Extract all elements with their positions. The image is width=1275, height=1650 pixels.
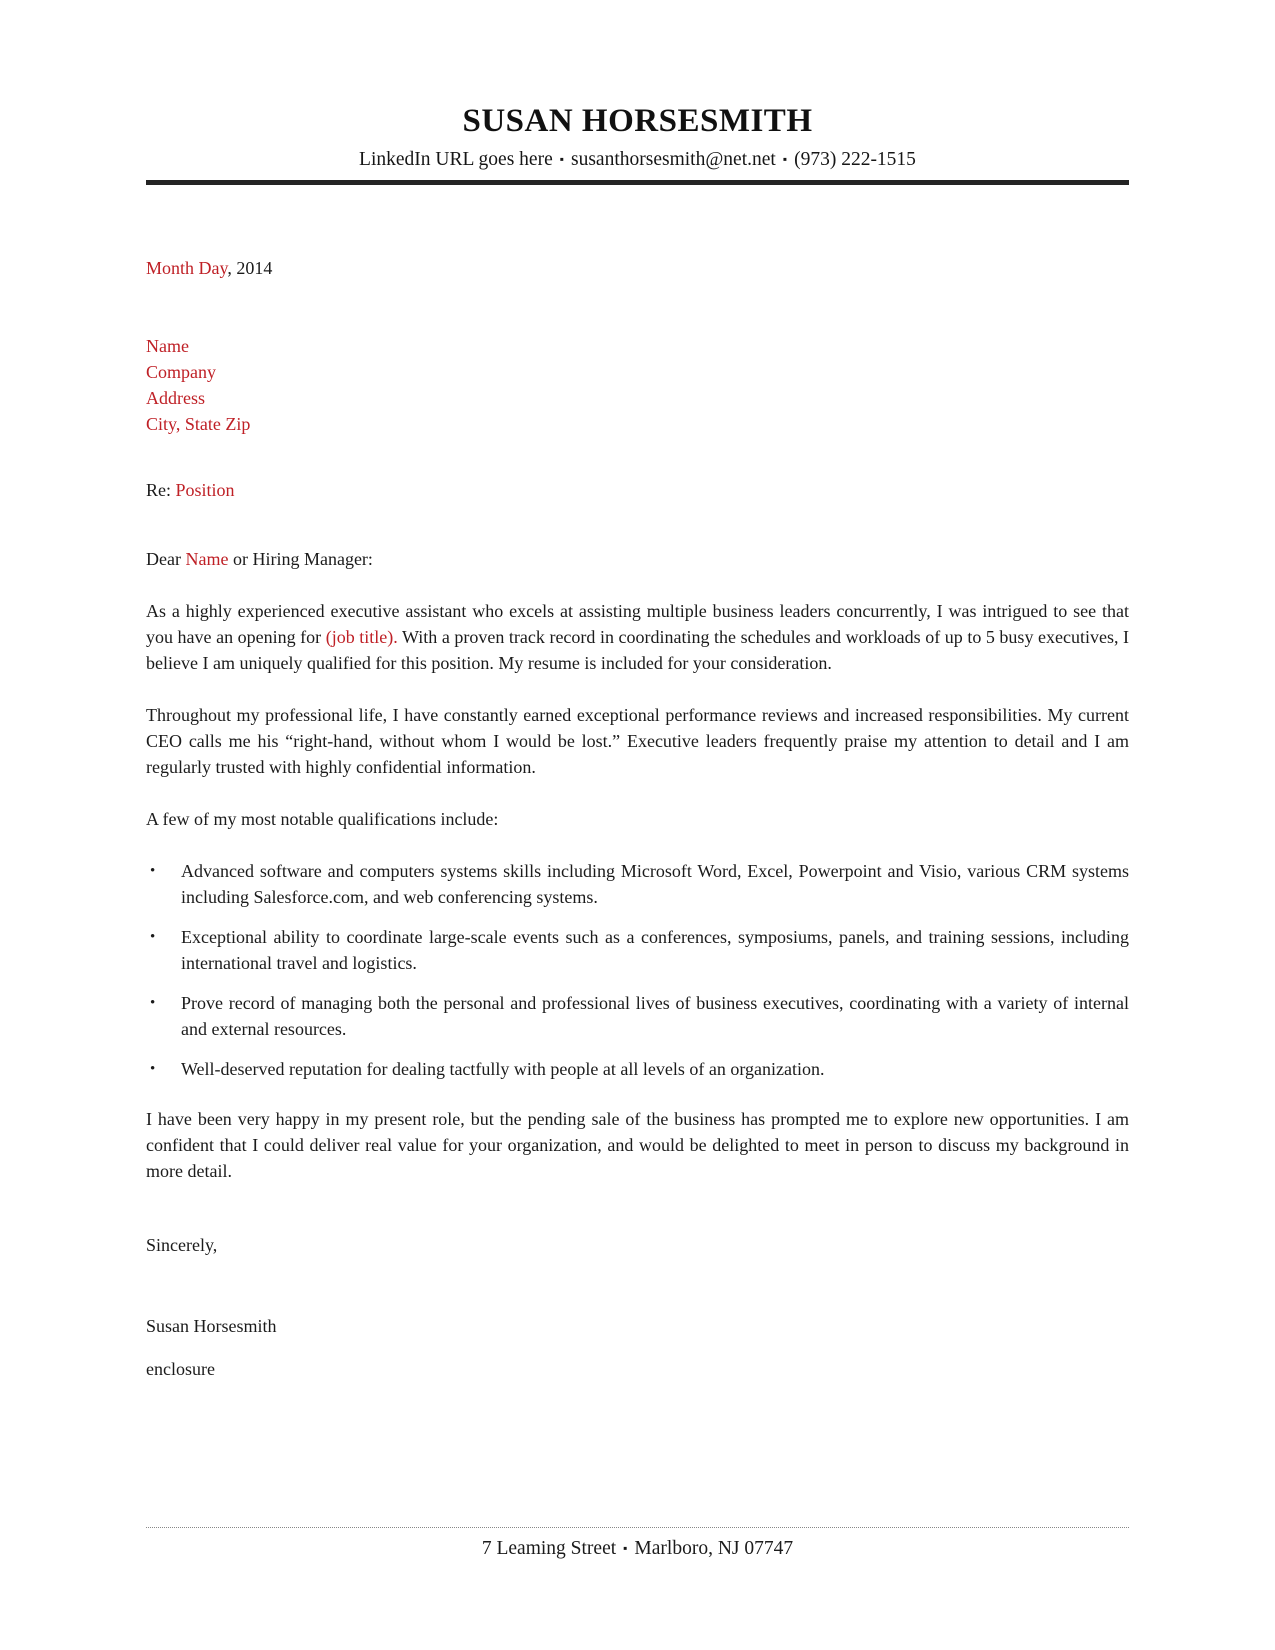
subject-position-placeholder: Position bbox=[175, 479, 235, 500]
letterhead-contact-line bbox=[146, 146, 1129, 173]
salutation-line bbox=[146, 546, 1129, 572]
bullet-marker: • bbox=[150, 862, 156, 879]
paragraph-intro-after: With a proven track record in coordinating the schedules and workloads of up to 5 busy executives, I believe I am uniquely qualified for this position. My resume is included for your consideration. bbox=[146, 626, 1130, 673]
list-item bbox=[146, 1056, 1129, 1082]
date-year: , 2014 bbox=[227, 257, 273, 278]
paragraph-qualifications-lead-in: A few of my most notable qualifications include: bbox=[146, 808, 499, 829]
bullet-marker: • bbox=[150, 994, 156, 1011]
recipient-block bbox=[146, 333, 1129, 437]
letter-body bbox=[146, 255, 1129, 1382]
valediction: Sincerely, bbox=[146, 1234, 218, 1255]
footer-street: 7 Leaming Street bbox=[481, 1538, 617, 1559]
phone-text: (973) 222-1515 bbox=[794, 148, 916, 170]
bullet-marker: • bbox=[150, 1060, 156, 1077]
paragraph-intro-before: As a highly experienced executive assistant who excels at assisting multiple business leaders concurrently, I was intrigued to see that you have an opening for bbox=[146, 600, 1129, 647]
bullet-marker: • bbox=[150, 928, 156, 945]
letterhead-divider bbox=[146, 180, 1129, 185]
email-text: susanthorsesmith@net.net bbox=[571, 148, 776, 170]
recipient-address-placeholder: Address bbox=[146, 387, 205, 408]
signature-name: Susan Horsesmith bbox=[146, 1315, 277, 1336]
qualifications-list bbox=[146, 858, 1129, 1082]
list-item-text: Exceptional ability to coordinate large-scale events such as a conferences, symposiums, panels, and training sessions, including international travel and logistics. bbox=[181, 926, 1129, 973]
paragraph-experience: Throughout my professional life, I have constantly earned exceptional performance reviews and increased responsibilities. My current CEO calls me his “right-hand, without whom I would be lost.” Executive leaders frequently praise my attention to detail and I am regularly trusted with highly confidential information. bbox=[146, 704, 1129, 777]
subject-label: Re: bbox=[146, 479, 176, 500]
date-line bbox=[146, 255, 1129, 281]
paragraph-intro bbox=[146, 598, 1129, 676]
salutation-name-placeholder: Name bbox=[185, 548, 229, 569]
list-item-text: Prove record of managing both the personal and professional lives of business executives, coordinating with a variety of internal and external resources. bbox=[181, 992, 1129, 1039]
letterhead-name: SUSAN HORSESMITH bbox=[462, 103, 813, 139]
salutation-before: Dear bbox=[146, 548, 186, 569]
page-footer bbox=[146, 1527, 1129, 1562]
enclosure-note: enclosure bbox=[146, 1358, 215, 1379]
footer-city-state-zip: Marlboro, NJ 07747 bbox=[634, 1538, 794, 1559]
recipient-name-placeholder: Name bbox=[146, 335, 189, 356]
letterhead bbox=[146, 0, 1129, 185]
list-item-text: Well-deserved reputation for dealing tactfully with people at all levels of an organization. bbox=[181, 1058, 825, 1079]
recipient-city-state-zip-placeholder: City, State Zip bbox=[146, 413, 251, 434]
recipient-company-placeholder: Company bbox=[146, 361, 216, 382]
paragraph-closing: I have been very happy in my present role, but the pending sale of the business has prompted me to explore new opportunities. I am confident that I could deliver real value for your organization, and would be delighted to meet in person to discuss my background in more detail. bbox=[146, 1108, 1129, 1181]
square-bullet-separator-icon: ▪ bbox=[623, 1541, 628, 1555]
square-bullet-separator-icon: ▪ bbox=[559, 151, 564, 166]
job-title-placeholder: (job title). bbox=[325, 626, 398, 647]
subject-line bbox=[146, 477, 1129, 503]
square-bullet-separator-icon: ▪ bbox=[782, 151, 788, 166]
linkedin-url-placeholder: LinkedIn URL goes here bbox=[359, 148, 553, 170]
footer-divider bbox=[146, 1527, 1129, 1528]
list-item bbox=[146, 858, 1129, 910]
salutation-after: or Hiring Manager: bbox=[228, 548, 373, 569]
list-item bbox=[146, 990, 1129, 1042]
date-placeholder: Month Day bbox=[146, 257, 228, 278]
footer-address-line bbox=[146, 1535, 1129, 1562]
list-item bbox=[146, 924, 1129, 976]
list-item-text: Advanced software and computers systems skills including Microsoft Word, Excel, Powerpoint and Visio, various CRM systems including Salesforce.com, and web conferencing systems. bbox=[181, 860, 1129, 907]
